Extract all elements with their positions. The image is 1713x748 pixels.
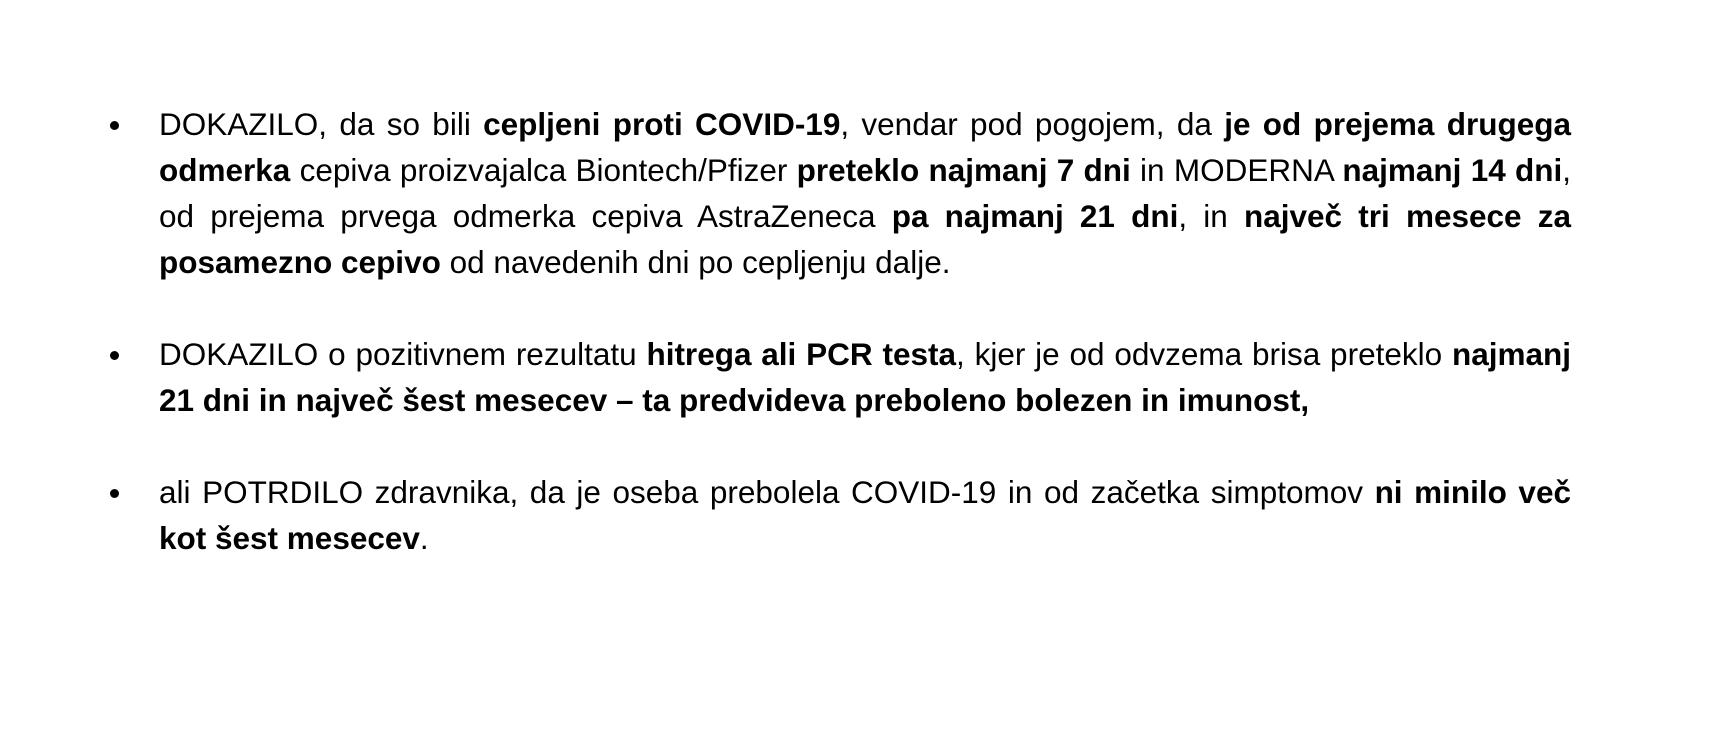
- list-item-text: [159, 331, 1571, 423]
- text-segment-bold: hitrega ali PCR testa: [646, 336, 956, 372]
- list-item-vaccination: [0, 101, 1713, 285]
- bullet-icon: [110, 489, 119, 498]
- text-segment: DOKAZILO o pozitivnem rezultatu: [159, 336, 647, 372]
- text-segment-bold: najmanj 21 dni in največ šest mesecev – ta predvideva preboleno bolezen in imunost,: [159, 336, 1571, 418]
- text-segment: ali POTRDILO zdravnika, da je oseba prebolela COVID-19 in od začetka simptomov: [159, 474, 1375, 510]
- list-item-doctor-certificate: [0, 469, 1713, 561]
- text-segment: , in: [1178, 198, 1244, 234]
- list-item-text: [159, 469, 1571, 561]
- text-segment: in MODERNA: [1130, 152, 1343, 188]
- text-segment-bold: najmanj 14 dni: [1342, 152, 1563, 188]
- bullet-icon: [110, 121, 119, 130]
- text-segment: od navedenih dni po cepljenju dalje.: [440, 244, 951, 280]
- text-segment: DOKAZILO, da so bili: [159, 106, 484, 142]
- text-segment: cepiva proizvajalca Biontech/Pfizer: [290, 152, 797, 188]
- list-item-test-result: [0, 331, 1713, 423]
- text-segment: , vendar pod pogojem, da: [840, 106, 1225, 142]
- list-item-text: [159, 101, 1571, 285]
- text-segment-bold: največ tri mesece za posamezno cepivo: [159, 198, 1571, 280]
- text-segment-bold: ni minilo več kot šest mesecev: [159, 474, 1571, 556]
- text-segment-bold: cepljeni proti COVID-19: [483, 106, 841, 142]
- text-segment-bold: pa najmanj 21 dni: [891, 198, 1179, 234]
- text-segment: , kjer je od odvzema brisa preteklo: [956, 336, 1452, 372]
- text-segment: , od prejema prvega odmerka cepiva AstraZeneca: [159, 152, 1572, 234]
- text-segment-bold: preteklo najmanj 7 dni: [796, 152, 1131, 188]
- requirements-list: [0, 101, 1713, 607]
- text-segment: .: [419, 520, 429, 556]
- text-segment-bold: je od prejema drugega odmerka: [159, 106, 1571, 188]
- bullet-icon: [110, 351, 119, 360]
